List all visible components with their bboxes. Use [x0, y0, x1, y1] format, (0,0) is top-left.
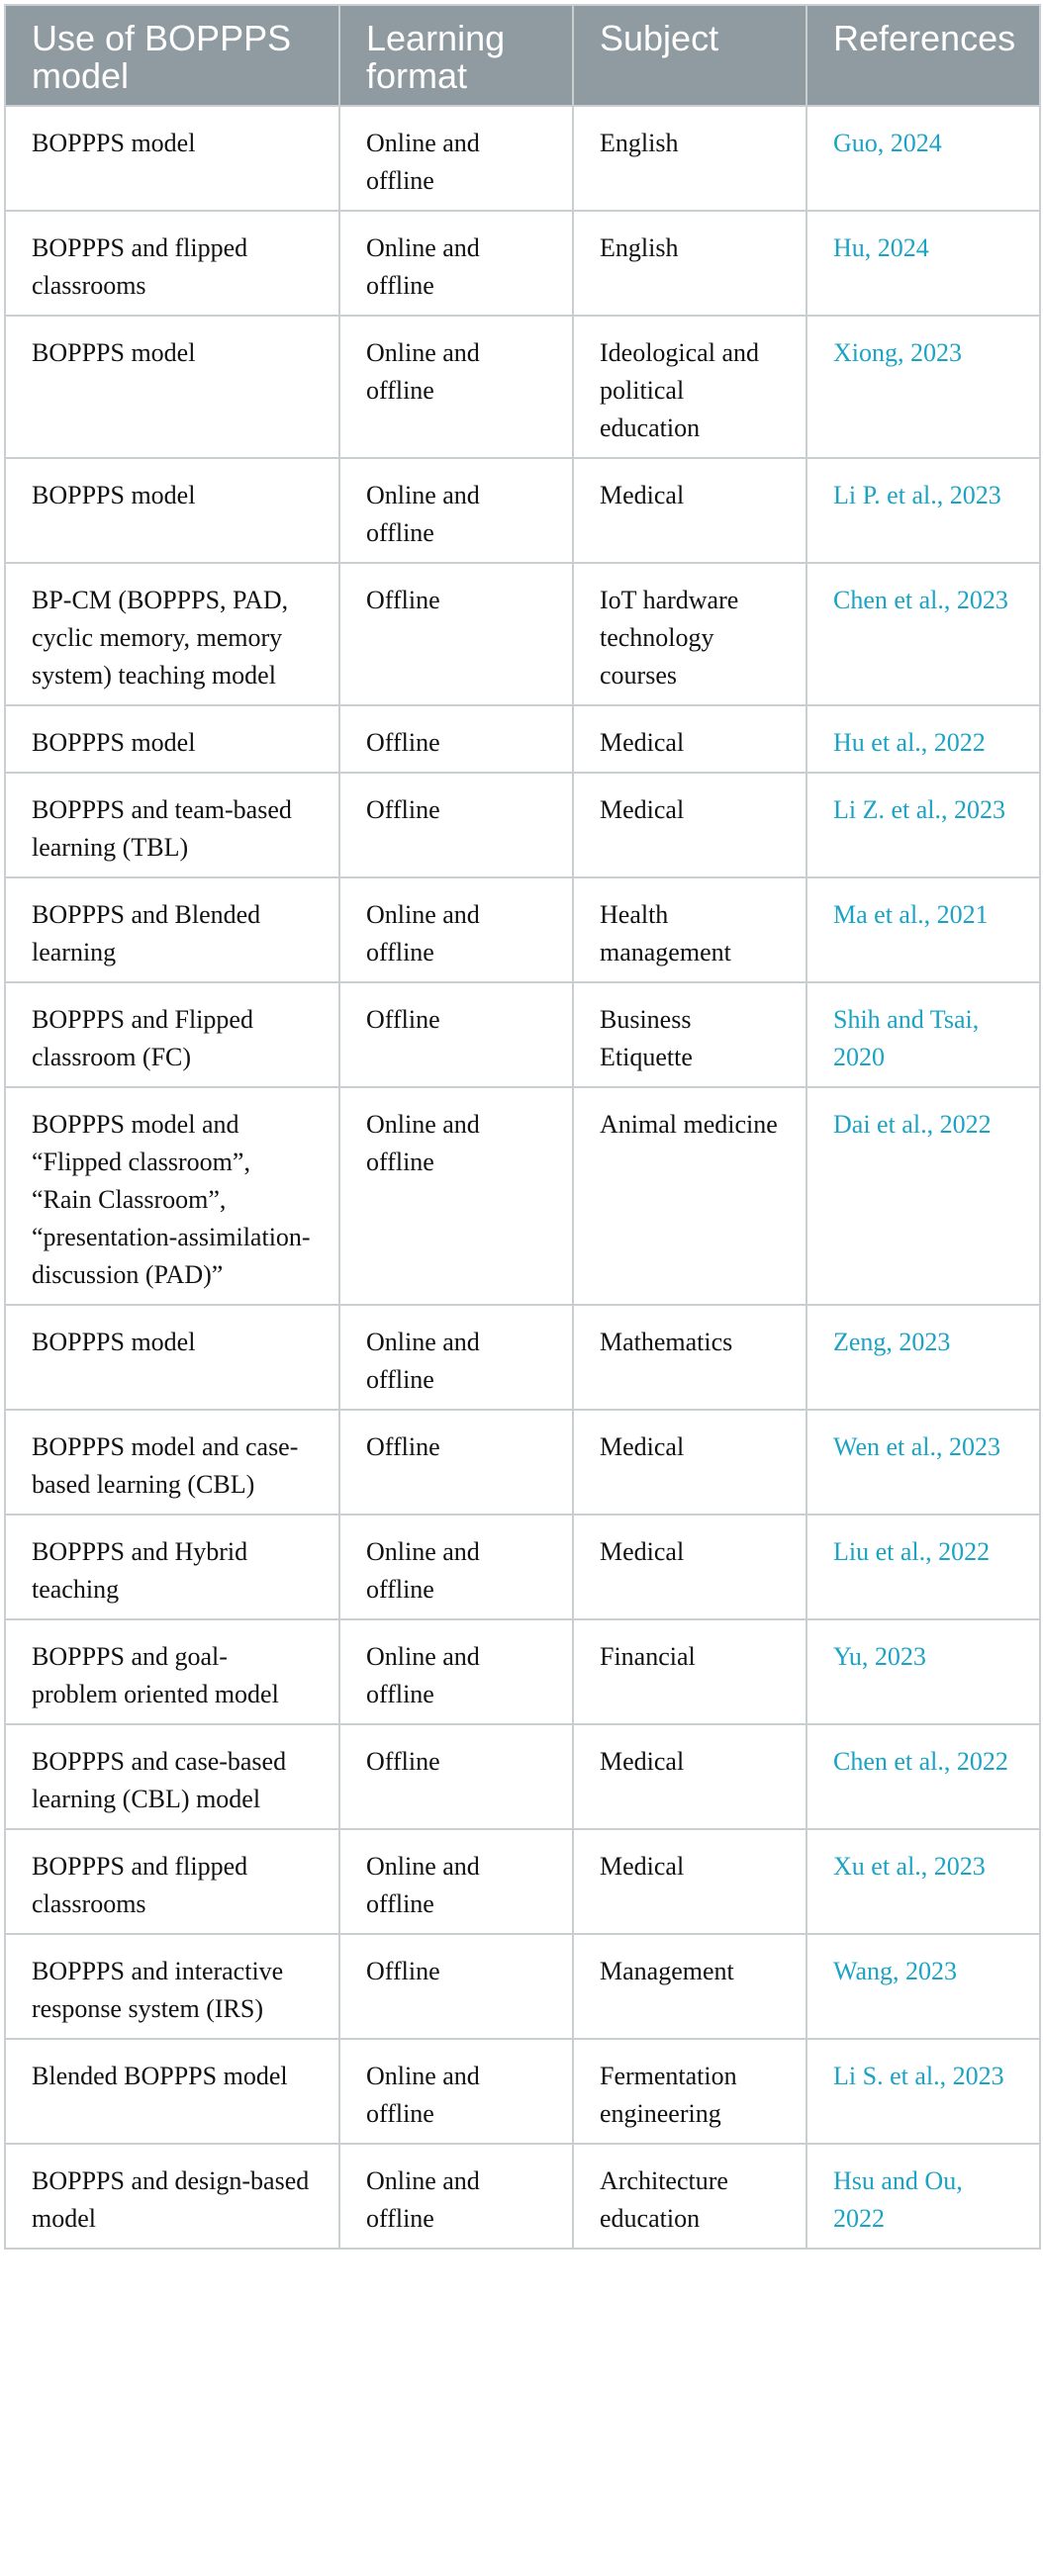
learning-format-cell: Online and offline — [339, 1619, 573, 1724]
use-of-boppps-cell: BOPPPS and goal-problem oriented model — [5, 1619, 339, 1724]
reference-link[interactable]: Yu, 2023 — [806, 1619, 1040, 1724]
learning-format-cell: Offline — [339, 773, 573, 877]
reference-link[interactable]: Chen et al., 2023 — [806, 563, 1040, 705]
learning-format-cell: Offline — [339, 1410, 573, 1515]
subject-cell: Medical — [573, 1724, 806, 1829]
reference-link[interactable]: Hsu and Ou, 2022 — [806, 2144, 1040, 2249]
table-row — [5, 1619, 1040, 1724]
reference-link[interactable]: Wang, 2023 — [806, 1934, 1040, 2039]
table-row — [5, 106, 1040, 211]
table-row — [5, 1515, 1040, 1619]
header-use-of-boppps-model: Use of BOPPPS model — [5, 5, 339, 106]
use-of-boppps-cell: BOPPPS model and case-based learning (CBL) — [5, 1410, 339, 1515]
subject-cell: Ideological and political education — [573, 316, 806, 458]
learning-format-cell: Online and offline — [339, 316, 573, 458]
use-of-boppps-cell: BOPPPS and team-based learning (TBL) — [5, 773, 339, 877]
use-of-boppps-cell: Blended BOPPPS model — [5, 2039, 339, 2144]
learning-format-cell: Online and offline — [339, 106, 573, 211]
use-of-boppps-cell: BOPPPS and Hybrid teaching — [5, 1515, 339, 1619]
table-row — [5, 2039, 1040, 2144]
reference-link[interactable]: Zeng, 2023 — [806, 1305, 1040, 1410]
use-of-boppps-cell: BOPPPS model — [5, 705, 339, 773]
learning-format-cell: Online and offline — [339, 1515, 573, 1619]
use-of-boppps-cell: BOPPPS model — [5, 1305, 339, 1410]
table-header — [5, 5, 1040, 106]
reference-link[interactable]: Li Z. et al., 2023 — [806, 773, 1040, 877]
subject-cell: Mathematics — [573, 1305, 806, 1410]
table-row — [5, 1087, 1040, 1305]
table-row — [5, 316, 1040, 458]
reference-link[interactable]: Hu, 2024 — [806, 211, 1040, 316]
table-row — [5, 563, 1040, 705]
table-row — [5, 211, 1040, 316]
learning-format-cell: Online and offline — [339, 2144, 573, 2249]
reference-link[interactable]: Guo, 2024 — [806, 106, 1040, 211]
subject-cell: Fermentation engineering — [573, 2039, 806, 2144]
subject-cell: Animal medicine — [573, 1087, 806, 1305]
subject-cell: Financial — [573, 1619, 806, 1724]
reference-link[interactable]: Wen et al., 2023 — [806, 1410, 1040, 1515]
use-of-boppps-cell: BOPPPS and interactive response system (IRS) — [5, 1934, 339, 2039]
reference-link[interactable]: Li S. et al., 2023 — [806, 2039, 1040, 2144]
subject-cell: Medical — [573, 1410, 806, 1515]
learning-format-cell: Online and offline — [339, 1305, 573, 1410]
table-row — [5, 1410, 1040, 1515]
subject-cell: Health management — [573, 877, 806, 982]
subject-cell: Business Etiquette — [573, 982, 806, 1087]
header-row — [5, 5, 1040, 106]
table-row — [5, 1724, 1040, 1829]
subject-cell: Medical — [573, 705, 806, 773]
table-row — [5, 982, 1040, 1087]
use-of-boppps-cell: BP-CM (BOPPPS, PAD, cyclic memory, memory system) teaching model — [5, 563, 339, 705]
reference-link[interactable]: Shih and Tsai, 2020 — [806, 982, 1040, 1087]
reference-link[interactable]: Dai et al., 2022 — [806, 1087, 1040, 1305]
learning-format-cell: Offline — [339, 982, 573, 1087]
reference-link[interactable]: Ma et al., 2021 — [806, 877, 1040, 982]
learning-format-cell: Online and offline — [339, 877, 573, 982]
learning-format-cell: Online and offline — [339, 211, 573, 316]
subject-cell: Medical — [573, 773, 806, 877]
use-of-boppps-cell: BOPPPS model — [5, 106, 339, 211]
subject-cell: Medical — [573, 1829, 806, 1934]
use-of-boppps-cell: BOPPPS model and “Flipped classroom”, “Rain Classroom”, “presentation-assimilation-discussion (PAD)” — [5, 1087, 339, 1305]
subject-cell: IoT hardware technology courses — [573, 563, 806, 705]
subject-cell: English — [573, 211, 806, 316]
use-of-boppps-cell: BOPPPS and flipped classrooms — [5, 211, 339, 316]
reference-link[interactable]: Xu et al., 2023 — [806, 1829, 1040, 1934]
subject-cell: English — [573, 106, 806, 211]
header-references: References — [806, 5, 1040, 106]
learning-format-cell: Offline — [339, 563, 573, 705]
subject-cell: Management — [573, 1934, 806, 2039]
use-of-boppps-cell: BOPPPS and Blended learning — [5, 877, 339, 982]
use-of-boppps-cell: BOPPPS and Flipped classroom (FC) — [5, 982, 339, 1087]
table-row — [5, 1305, 1040, 1410]
use-of-boppps-cell: BOPPPS and flipped classrooms — [5, 1829, 339, 1934]
learning-format-cell: Offline — [339, 1724, 573, 1829]
use-of-boppps-cell: BOPPPS model — [5, 458, 339, 563]
learning-format-cell: Online and offline — [339, 2039, 573, 2144]
boppps-studies-table — [4, 4, 1041, 2250]
subject-cell: Architecture education — [573, 2144, 806, 2249]
table-row — [5, 773, 1040, 877]
use-of-boppps-cell: BOPPPS and design-based model — [5, 2144, 339, 2249]
subject-cell: Medical — [573, 458, 806, 563]
table-row — [5, 1829, 1040, 1934]
reference-link[interactable]: Liu et al., 2022 — [806, 1515, 1040, 1619]
reference-link[interactable]: Li P. et al., 2023 — [806, 458, 1040, 563]
subject-cell: Medical — [573, 1515, 806, 1619]
learning-format-cell: Online and offline — [339, 458, 573, 563]
table-row — [5, 458, 1040, 563]
table-container — [4, 4, 1039, 2250]
reference-link[interactable]: Chen et al., 2022 — [806, 1724, 1040, 1829]
table-row — [5, 877, 1040, 982]
learning-format-cell: Online and offline — [339, 1829, 573, 1934]
learning-format-cell: Offline — [339, 1934, 573, 2039]
header-learning-format: Learning format — [339, 5, 573, 106]
use-of-boppps-cell: BOPPPS and case-based learning (CBL) model — [5, 1724, 339, 1829]
table-row — [5, 2144, 1040, 2249]
learning-format-cell: Offline — [339, 705, 573, 773]
reference-link[interactable]: Hu et al., 2022 — [806, 705, 1040, 773]
header-subject: Subject — [573, 5, 806, 106]
table-body — [5, 106, 1040, 2249]
use-of-boppps-cell: BOPPPS model — [5, 316, 339, 458]
table-row — [5, 1934, 1040, 2039]
table-row — [5, 705, 1040, 773]
reference-link[interactable]: Xiong, 2023 — [806, 316, 1040, 458]
learning-format-cell: Online and offline — [339, 1087, 573, 1305]
